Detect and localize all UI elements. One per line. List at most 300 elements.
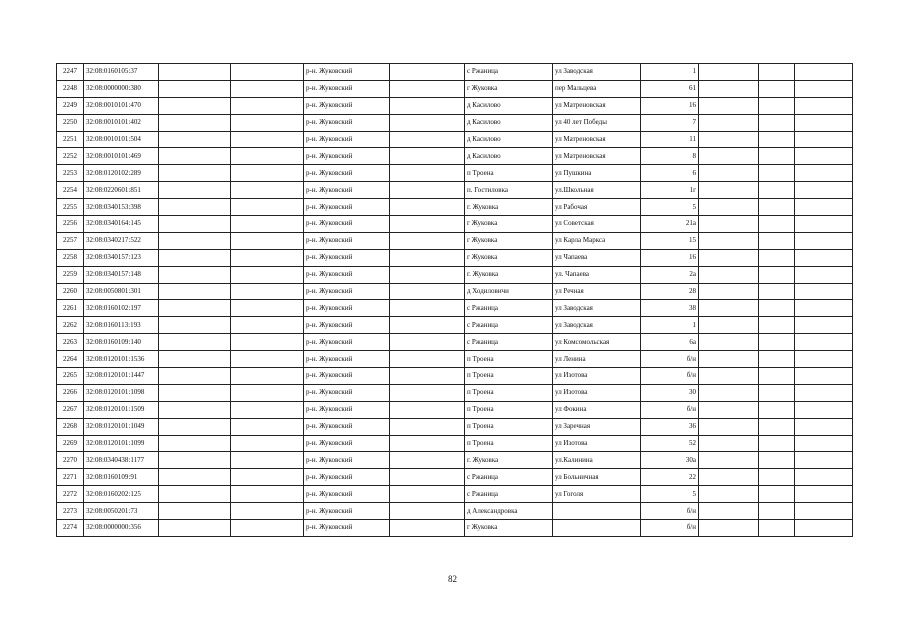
- cell-cadastral-number: 32:08:0160102:197: [84, 300, 159, 317]
- cell-house-number: 11: [641, 131, 699, 148]
- cell-empty: [699, 80, 759, 97]
- cell-empty: [759, 97, 795, 114]
- cell-cadastral-number: 32:08:0340164:145: [84, 216, 159, 233]
- cell-empty: [390, 317, 465, 334]
- cell-cadastral-number: 32:08:0120101:1098: [84, 384, 159, 401]
- cell-row-number: 2257: [57, 232, 84, 249]
- cell-empty: [231, 452, 304, 469]
- cell-empty: [795, 435, 853, 452]
- cell-district: р-н. Жуковский: [304, 182, 390, 199]
- cell-empty: [699, 199, 759, 216]
- cell-row-number: 2252: [57, 148, 84, 165]
- cell-empty: [795, 216, 853, 233]
- cell-row-number: 2263: [57, 334, 84, 351]
- cell-empty: [159, 486, 231, 503]
- cell-house-number: 6: [641, 165, 699, 182]
- cell-cadastral-number: 32:08:0050801:301: [84, 283, 159, 300]
- cell-empty: [390, 199, 465, 216]
- cell-empty: [159, 300, 231, 317]
- cell-district: р-н. Жуковский: [304, 452, 390, 469]
- cell-empty: [390, 469, 465, 486]
- cell-row-number: 2272: [57, 486, 84, 503]
- cell-district: р-н. Жуковский: [304, 232, 390, 249]
- cell-empty: [231, 114, 304, 131]
- cell-empty: [699, 384, 759, 401]
- cell-row-number: 2256: [57, 216, 84, 233]
- cell-empty: [231, 80, 304, 97]
- cell-empty: [231, 216, 304, 233]
- cell-empty: [390, 418, 465, 435]
- cell-empty: [159, 97, 231, 114]
- cell-cadastral-number: 32:08:0160113:193: [84, 317, 159, 334]
- cell-empty: [795, 317, 853, 334]
- cell-empty: [795, 182, 853, 199]
- cell-district: р-н. Жуковский: [304, 401, 390, 418]
- cell-row-number: 2254: [57, 182, 84, 199]
- cell-empty: [159, 165, 231, 182]
- cell-empty: [231, 131, 304, 148]
- cell-cadastral-number: 32:08:0120101:1447: [84, 368, 159, 385]
- cell-cadastral-number: 32:08:0010101:470: [84, 97, 159, 114]
- cell-empty: [699, 114, 759, 131]
- cell-empty: [795, 232, 853, 249]
- cell-row-number: 2270: [57, 452, 84, 469]
- cell-street: ул Советская: [553, 216, 641, 233]
- cell-street: [553, 503, 641, 520]
- cell-row-number: 2269: [57, 435, 84, 452]
- cell-empty: [759, 418, 795, 435]
- cell-empty: [390, 486, 465, 503]
- cell-locality: д Ходиловичи: [465, 283, 553, 300]
- cell-house-number: 61: [641, 80, 699, 97]
- cell-empty: [390, 249, 465, 266]
- cell-row-number: 2266: [57, 384, 84, 401]
- cell-street: ул Матреновская: [553, 131, 641, 148]
- cell-street: ул Изотова: [553, 368, 641, 385]
- cell-empty: [390, 368, 465, 385]
- cell-street: ул Заречная: [553, 418, 641, 435]
- cell-empty: [390, 114, 465, 131]
- table-row: [57, 216, 853, 233]
- cell-locality: п Троена: [465, 384, 553, 401]
- cell-district: р-н. Жуковский: [304, 249, 390, 266]
- table-row: [57, 418, 853, 435]
- cell-empty: [159, 216, 231, 233]
- cell-empty: [795, 334, 853, 351]
- cell-empty: [759, 317, 795, 334]
- cell-row-number: 2262: [57, 317, 84, 334]
- cell-district: р-н. Жуковский: [304, 148, 390, 165]
- cell-cadastral-number: 32:08:0160109:91: [84, 469, 159, 486]
- cell-row-number: 2264: [57, 351, 84, 368]
- cell-house-number: 16: [641, 97, 699, 114]
- cell-locality: п Троена: [465, 435, 553, 452]
- cell-empty: [159, 368, 231, 385]
- cell-empty: [231, 64, 304, 81]
- cell-empty: [159, 148, 231, 165]
- cell-row-number: 2261: [57, 300, 84, 317]
- cell-district: р-н. Жуковский: [304, 503, 390, 520]
- cell-empty: [759, 435, 795, 452]
- cell-empty: [390, 401, 465, 418]
- cell-empty: [759, 486, 795, 503]
- cell-empty: [159, 401, 231, 418]
- cell-empty: [231, 317, 304, 334]
- cell-house-number: 16: [641, 249, 699, 266]
- cell-empty: [159, 503, 231, 520]
- cell-empty: [699, 334, 759, 351]
- cell-street: ул Ленина: [553, 351, 641, 368]
- cell-empty: [159, 232, 231, 249]
- cell-house-number: 30: [641, 384, 699, 401]
- cell-row-number: 2253: [57, 165, 84, 182]
- cell-empty: [795, 148, 853, 165]
- cell-district: р-н. Жуковский: [304, 469, 390, 486]
- cell-empty: [390, 216, 465, 233]
- cell-empty: [699, 317, 759, 334]
- table-row: [57, 232, 853, 249]
- cell-cadastral-number: 32:08:0120101:1509: [84, 401, 159, 418]
- table-row: [57, 165, 853, 182]
- cell-street: ул Заводская: [553, 300, 641, 317]
- cell-empty: [795, 503, 853, 520]
- cell-locality: п Троена: [465, 165, 553, 182]
- cell-street: ул Чапаева: [553, 249, 641, 266]
- cell-empty: [231, 401, 304, 418]
- cell-locality: д Касилово: [465, 97, 553, 114]
- cell-empty: [795, 452, 853, 469]
- cell-empty: [231, 148, 304, 165]
- cell-locality: п Троена: [465, 418, 553, 435]
- table-row: [57, 503, 853, 520]
- cell-empty: [759, 351, 795, 368]
- cell-house-number: 6а: [641, 334, 699, 351]
- cell-empty: [795, 249, 853, 266]
- table-row: [57, 520, 853, 537]
- cell-house-number: б/н: [641, 368, 699, 385]
- cell-empty: [231, 351, 304, 368]
- cell-row-number: 2273: [57, 503, 84, 520]
- cell-empty: [759, 452, 795, 469]
- cell-empty: [231, 384, 304, 401]
- cell-empty: [759, 80, 795, 97]
- table-row: [57, 199, 853, 216]
- cell-empty: [759, 249, 795, 266]
- cell-empty: [390, 97, 465, 114]
- cell-empty: [759, 401, 795, 418]
- cell-empty: [699, 368, 759, 385]
- cell-street: ул Карла Маркса: [553, 232, 641, 249]
- cell-empty: [390, 300, 465, 317]
- cell-empty: [759, 520, 795, 537]
- cell-cadastral-number: 32:08:0340217:522: [84, 232, 159, 249]
- cell-empty: [159, 351, 231, 368]
- cell-empty: [759, 114, 795, 131]
- cell-house-number: 1г: [641, 182, 699, 199]
- cell-street: ул Заводская: [553, 64, 641, 81]
- cell-locality: п Троена: [465, 351, 553, 368]
- cell-house-number: 30а: [641, 452, 699, 469]
- cell-house-number: 5: [641, 199, 699, 216]
- cell-street: ул Заводская: [553, 317, 641, 334]
- cell-locality: д Касилово: [465, 148, 553, 165]
- table-row: [57, 486, 853, 503]
- cell-empty: [390, 131, 465, 148]
- cell-empty: [390, 283, 465, 300]
- cell-street: ул Фокина: [553, 401, 641, 418]
- cell-empty: [759, 131, 795, 148]
- cell-empty: [159, 283, 231, 300]
- table-row: [57, 131, 853, 148]
- cell-empty: [699, 249, 759, 266]
- cell-district: р-н. Жуковский: [304, 351, 390, 368]
- cell-empty: [759, 165, 795, 182]
- cell-street: ул.Калинина: [553, 452, 641, 469]
- cell-row-number: 2249: [57, 97, 84, 114]
- cell-cadastral-number: 32:08:0340438:1177: [84, 452, 159, 469]
- cell-empty: [159, 64, 231, 81]
- cell-house-number: 52: [641, 435, 699, 452]
- cell-empty: [231, 334, 304, 351]
- cell-locality: д Касилово: [465, 114, 553, 131]
- cell-empty: [231, 249, 304, 266]
- cell-row-number: 2258: [57, 249, 84, 266]
- cell-locality: п. Гостиловка: [465, 182, 553, 199]
- cell-empty: [759, 503, 795, 520]
- cell-empty: [231, 368, 304, 385]
- cell-cadastral-number: 32:08:0220601:851: [84, 182, 159, 199]
- cell-locality: с Ржаница: [465, 64, 553, 81]
- cell-empty: [759, 283, 795, 300]
- cell-empty: [231, 469, 304, 486]
- cell-empty: [795, 199, 853, 216]
- cell-empty: [159, 199, 231, 216]
- cell-cadastral-number: 32:08:0120101:1049: [84, 418, 159, 435]
- cell-district: р-н. Жуковский: [304, 520, 390, 537]
- cell-cadastral-number: 32:08:0160109:140: [84, 334, 159, 351]
- cell-empty: [159, 384, 231, 401]
- cell-empty: [159, 520, 231, 537]
- cell-empty: [699, 182, 759, 199]
- cell-locality: г. Жуковка: [465, 199, 553, 216]
- cell-empty: [159, 418, 231, 435]
- cell-empty: [159, 317, 231, 334]
- cell-house-number: б/н: [641, 351, 699, 368]
- cell-empty: [390, 384, 465, 401]
- cell-empty: [231, 97, 304, 114]
- cell-house-number: 28: [641, 283, 699, 300]
- cell-house-number: 36: [641, 418, 699, 435]
- cell-empty: [795, 114, 853, 131]
- cell-empty: [231, 418, 304, 435]
- cell-empty: [159, 266, 231, 283]
- cell-row-number: 2265: [57, 368, 84, 385]
- cell-empty: [759, 199, 795, 216]
- cell-district: р-н. Жуковский: [304, 368, 390, 385]
- cell-cadastral-number: 32:08:0010101:402: [84, 114, 159, 131]
- cell-street: ул Гоголя: [553, 486, 641, 503]
- table-row: [57, 80, 853, 97]
- cell-empty: [795, 283, 853, 300]
- cell-empty: [231, 266, 304, 283]
- cell-empty: [390, 503, 465, 520]
- cell-empty: [231, 503, 304, 520]
- cell-empty: [699, 486, 759, 503]
- cell-empty: [699, 401, 759, 418]
- cell-empty: [159, 80, 231, 97]
- cell-empty: [699, 266, 759, 283]
- cell-empty: [759, 182, 795, 199]
- cell-empty: [795, 97, 853, 114]
- cell-locality: г Жуковка: [465, 232, 553, 249]
- cell-empty: [795, 131, 853, 148]
- cell-empty: [390, 334, 465, 351]
- cell-row-number: 2247: [57, 64, 84, 81]
- cell-empty: [699, 300, 759, 317]
- cell-empty: [759, 232, 795, 249]
- cell-row-number: 2274: [57, 520, 84, 537]
- cell-locality: с Ржаница: [465, 334, 553, 351]
- cell-row-number: 2251: [57, 131, 84, 148]
- cell-district: р-н. Жуковский: [304, 80, 390, 97]
- cell-house-number: 2а: [641, 266, 699, 283]
- cell-district: р-н. Жуковский: [304, 334, 390, 351]
- cell-locality: г. Жуковка: [465, 266, 553, 283]
- cell-empty: [699, 131, 759, 148]
- table-row: [57, 435, 853, 452]
- cell-street: ул Матреновская: [553, 148, 641, 165]
- cell-empty: [390, 64, 465, 81]
- cell-house-number: б/н: [641, 503, 699, 520]
- cell-street: ул 40 лет Победы: [553, 114, 641, 131]
- cell-empty: [390, 148, 465, 165]
- cell-street: [553, 520, 641, 537]
- cell-street: ул Комсомольская: [553, 334, 641, 351]
- cell-empty: [795, 418, 853, 435]
- cell-district: р-н. Жуковский: [304, 199, 390, 216]
- cell-locality: г. Жуковка: [465, 452, 553, 469]
- table-row: [57, 452, 853, 469]
- cell-empty: [699, 418, 759, 435]
- cell-empty: [699, 97, 759, 114]
- cell-empty: [759, 384, 795, 401]
- cell-cadastral-number: 32:08:0120101:1099: [84, 435, 159, 452]
- cell-empty: [795, 64, 853, 81]
- cell-locality: г Жуковка: [465, 80, 553, 97]
- cell-street: ул. Чапаева: [553, 266, 641, 283]
- cell-row-number: 2255: [57, 199, 84, 216]
- table-row: [57, 249, 853, 266]
- cell-empty: [795, 486, 853, 503]
- cell-empty: [231, 283, 304, 300]
- cell-street: ул Больничная: [553, 469, 641, 486]
- cell-street: ул Речная: [553, 283, 641, 300]
- cell-empty: [795, 520, 853, 537]
- cell-empty: [699, 452, 759, 469]
- cell-cadastral-number: 32:08:0160105:37: [84, 64, 159, 81]
- cell-empty: [759, 334, 795, 351]
- cell-empty: [795, 469, 853, 486]
- cell-house-number: 21а: [641, 216, 699, 233]
- cell-empty: [699, 520, 759, 537]
- cell-house-number: 1: [641, 64, 699, 81]
- cell-cadastral-number: 32:08:0010101:504: [84, 131, 159, 148]
- table-row: [57, 317, 853, 334]
- table-row: [57, 351, 853, 368]
- cell-street: ул.Школьная: [553, 182, 641, 199]
- cell-empty: [159, 469, 231, 486]
- cell-empty: [231, 486, 304, 503]
- cell-empty: [390, 435, 465, 452]
- cell-empty: [759, 64, 795, 81]
- cell-house-number: 5: [641, 486, 699, 503]
- cell-row-number: 2271: [57, 469, 84, 486]
- cell-house-number: 8: [641, 148, 699, 165]
- cell-empty: [795, 384, 853, 401]
- cell-empty: [159, 131, 231, 148]
- cell-street: ул Изотова: [553, 384, 641, 401]
- cell-house-number: 38: [641, 300, 699, 317]
- cell-empty: [159, 114, 231, 131]
- cell-district: р-н. Жуковский: [304, 418, 390, 435]
- cell-cadastral-number: 32:08:0160202:125: [84, 486, 159, 503]
- cell-street: ул Изотова: [553, 435, 641, 452]
- cell-empty: [795, 368, 853, 385]
- table-row: [57, 182, 853, 199]
- cell-locality: г Жуковка: [465, 216, 553, 233]
- cell-empty: [759, 368, 795, 385]
- cell-empty: [231, 232, 304, 249]
- cell-district: р-н. Жуковский: [304, 131, 390, 148]
- cell-empty: [699, 435, 759, 452]
- cell-district: р-н. Жуковский: [304, 486, 390, 503]
- cell-cadastral-number: 32:08:0120102:289: [84, 165, 159, 182]
- cell-locality: г Жуковка: [465, 520, 553, 537]
- cell-district: р-н. Жуковский: [304, 435, 390, 452]
- cell-district: р-н. Жуковский: [304, 165, 390, 182]
- cell-row-number: 2268: [57, 418, 84, 435]
- cell-locality: п Троена: [465, 368, 553, 385]
- cell-empty: [759, 266, 795, 283]
- cell-empty: [159, 334, 231, 351]
- cell-empty: [795, 80, 853, 97]
- cell-empty: [390, 452, 465, 469]
- cell-house-number: 22: [641, 469, 699, 486]
- cell-cadastral-number: 32:08:0000000:356: [84, 520, 159, 537]
- cell-locality: с Ржаница: [465, 486, 553, 503]
- cell-empty: [699, 148, 759, 165]
- cell-row-number: 2250: [57, 114, 84, 131]
- cell-row-number: 2259: [57, 266, 84, 283]
- cell-district: р-н. Жуковский: [304, 216, 390, 233]
- cell-empty: [759, 148, 795, 165]
- cell-cadastral-number: 32:08:0120101:1536: [84, 351, 159, 368]
- cell-empty: [159, 182, 231, 199]
- cell-empty: [699, 216, 759, 233]
- cell-row-number: 2260: [57, 283, 84, 300]
- cell-empty: [795, 165, 853, 182]
- cell-locality: д Александровка: [465, 503, 553, 520]
- cell-district: р-н. Жуковский: [304, 300, 390, 317]
- cell-empty: [699, 351, 759, 368]
- table-row: [57, 283, 853, 300]
- cell-empty: [699, 232, 759, 249]
- table-row: [57, 384, 853, 401]
- cell-district: р-н. Жуковский: [304, 64, 390, 81]
- cell-locality: п Троена: [465, 401, 553, 418]
- cell-empty: [759, 469, 795, 486]
- cell-street: ул Рабочая: [553, 199, 641, 216]
